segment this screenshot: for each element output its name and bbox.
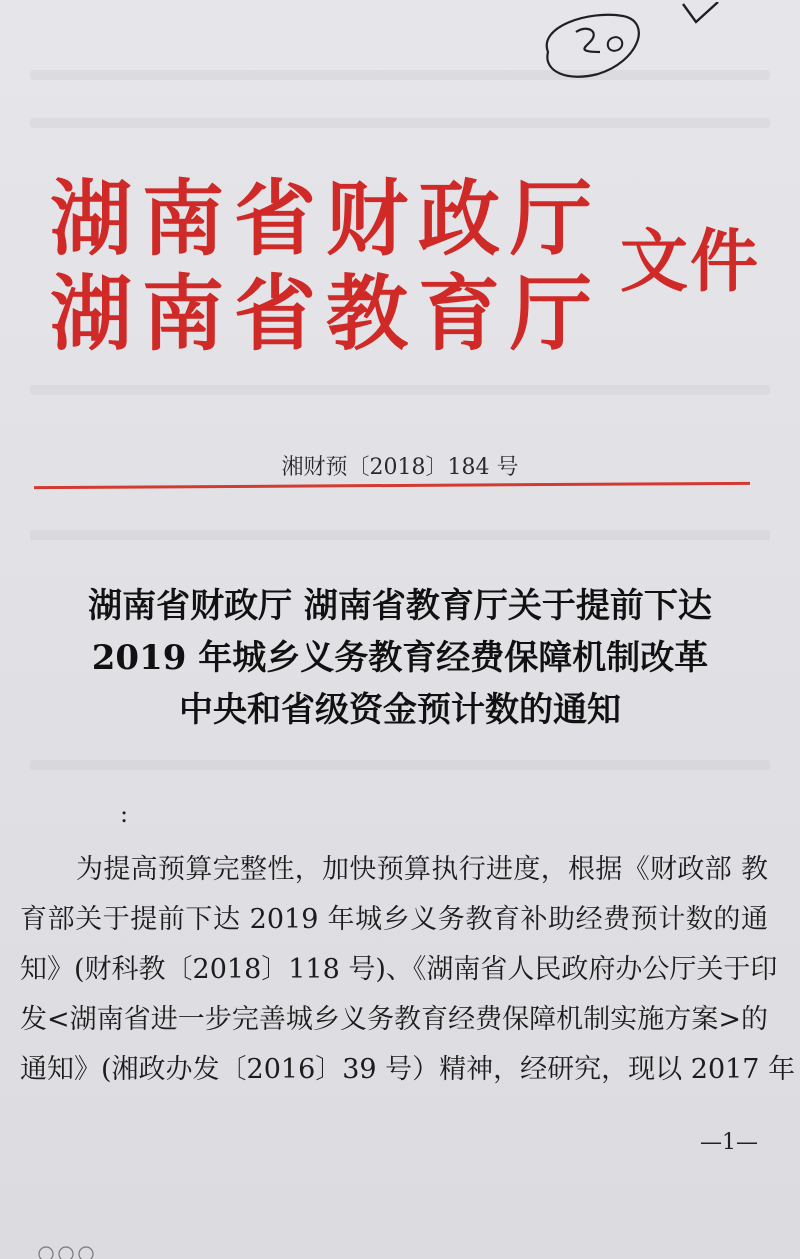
body-line: 育部关于提前下达 2019 年城乡义务教育补助经费预计数的通 — [20, 904, 768, 935]
agency-name-finance: 湖南省财政厅 — [50, 171, 603, 267]
binding-marks — [38, 1240, 98, 1259]
title-line: 2019 年城乡义务教育经费保障机制改革 — [91, 638, 709, 678]
body-line: 为提高预算完整性，加快预算执行进度，根据《财政部 教 — [76, 854, 768, 885]
agency-name-education: 湖南省教育厅 — [50, 266, 603, 362]
show-through-texture — [30, 385, 770, 395]
show-through-texture — [30, 118, 770, 128]
handwritten-annotation — [528, 2, 728, 92]
document-title — [40, 580, 760, 736]
body-text — [20, 845, 796, 1095]
title-line: 湖南省财政厅 湖南省教育厅关于提前下达 — [88, 586, 712, 626]
document-number: 湘财预〔2018〕184 号 — [281, 455, 519, 480]
show-through-texture — [30, 760, 770, 770]
show-through-texture — [30, 530, 770, 540]
masthead — [50, 171, 770, 368]
salutation: : — [120, 800, 129, 828]
title-line: 中央和省级资金预计数的通知 — [179, 690, 621, 730]
document-suffix: 文件 — [620, 222, 761, 302]
body-line: 通知》(湘政办发〔2016〕39 号）精神，经研究，现以 2017 年 — [20, 1054, 796, 1085]
body-line: 发<湖南省进一步完善城乡义务教育经费保障机制实施方案>的 — [20, 1004, 768, 1035]
red-divider-line — [34, 482, 750, 489]
body-line: 知》(财科教〔2018〕118 号)、《湖南省人民政府办公厅关于印 — [20, 954, 778, 985]
page-number: —1— — [700, 1130, 758, 1155]
